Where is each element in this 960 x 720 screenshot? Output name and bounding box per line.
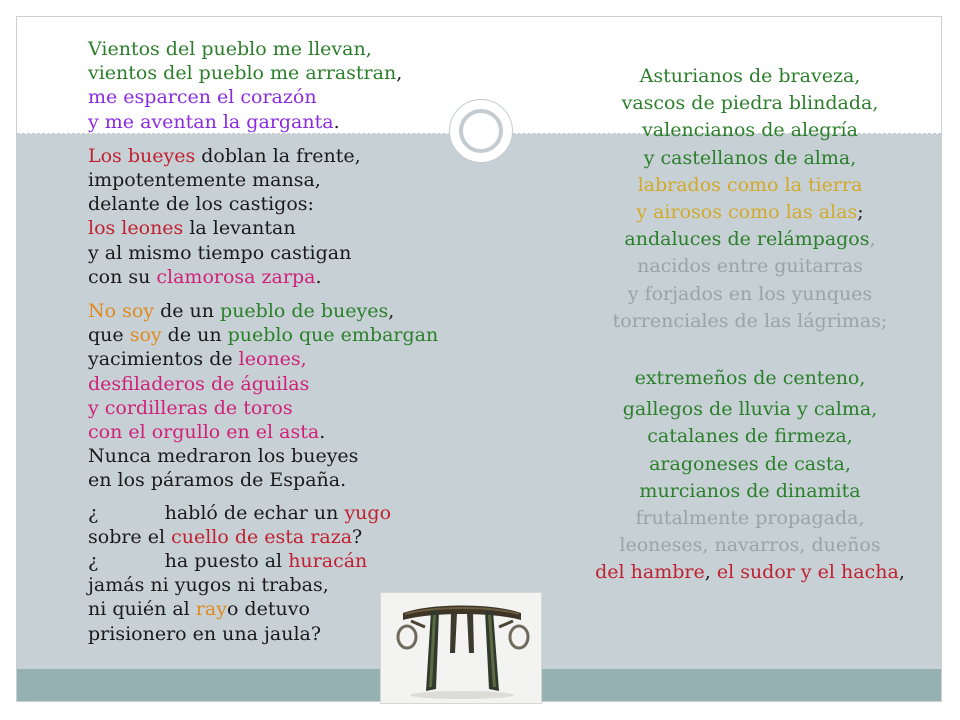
poem-fragment: , [704, 561, 717, 584]
poem-line: Nunca medraron los bueyes [88, 445, 359, 468]
poem-fragment: o detuvo [226, 598, 310, 621]
poem-fragment: ¿ habló de echar un [88, 501, 345, 524]
circle-ornament-icon [449, 99, 513, 163]
poem-line [88, 110, 458, 134]
poem-fragment: clamorosa zarpa [156, 265, 316, 288]
poem-fragment: la levantan [183, 217, 296, 240]
poem-line [88, 420, 458, 444]
poem-line: en los páramos de España. [88, 469, 347, 492]
poem-line [88, 525, 458, 549]
poem-line [88, 549, 458, 573]
poem-fragment: con el orgullo en el asta [88, 421, 320, 444]
poem-fragment: pueblo que embargan [227, 324, 439, 347]
poem-line: impotentemente mansa, [88, 169, 321, 192]
poem-line [88, 61, 458, 85]
poem-line: gallegos de lluvia y calma, [622, 398, 878, 421]
poem-fragment: del hambre [595, 561, 705, 584]
poem-fragment: el sudor y el hacha [716, 561, 899, 584]
poem-fragment: . [319, 421, 326, 444]
poem-line: labrados como la tierra [637, 173, 863, 196]
poem-fragment: y me aventan la garganta [88, 110, 334, 133]
poem-line: nacidos entre guitarras [637, 255, 863, 278]
poem-fragment: de un [161, 324, 228, 347]
stanza-spacer [540, 335, 960, 365]
poem-line [540, 559, 960, 586]
left-stanza-2 [88, 144, 458, 289]
poem-line: frutalmente propagada, [635, 507, 865, 530]
poem-fragment: Los bueyes [88, 144, 196, 167]
poem-line [88, 347, 458, 371]
poem-fragment: y airosos como las alas [636, 201, 858, 224]
right-poem [540, 63, 960, 587]
poem-fragment: pueblo de bueyes [220, 300, 389, 323]
poem-line [540, 226, 960, 253]
left-stanza-1 [88, 37, 458, 134]
poem-line: catalanes de firmeza, [647, 425, 853, 448]
poem-fragment: soy [129, 324, 162, 347]
yoke-icon [381, 593, 542, 704]
poem-line: y forjados en los yunques [627, 282, 873, 305]
poem-fragment: sobre el [88, 525, 172, 548]
poem-line: me esparcen el corazón [88, 86, 317, 109]
poem-line: leoneses, navarros, dueños [619, 534, 881, 557]
poem-line: y cordilleras de toros [88, 396, 293, 419]
poem-fragment: yugo [344, 501, 392, 524]
poem-line: torrenciales de las lágrimas; [612, 309, 888, 332]
poem-line [88, 265, 458, 289]
circle-ornament-inner [459, 109, 503, 153]
poem-fragment: andaluces de relámpagos [624, 228, 870, 251]
poem-line: extremeños de centeno, [634, 367, 866, 390]
poem-line: desfiladeros de águilas [88, 372, 310, 395]
poem-line [88, 299, 458, 323]
poem-line [88, 323, 458, 347]
poem-line: y al mismo tiempo castigan [88, 241, 352, 264]
poem-line: Asturianos de braveza, [639, 65, 861, 87]
poem-fragment: ¿ ha puesto al [88, 550, 289, 573]
poem-fragment: ni quién al [88, 598, 196, 621]
poem-line: Vientos del pueblo me llevan, [88, 38, 372, 60]
poem-fragment: . [315, 265, 322, 288]
poem-fragment: con su [88, 265, 157, 288]
poem-line [88, 216, 458, 240]
poem-line [540, 199, 960, 226]
poem-fragment: doblan la frente, [195, 144, 361, 167]
poem-line: prisionero en una jaula? [88, 622, 322, 645]
poem-line: vascos de piedra blindada, [621, 92, 879, 115]
left-stanza-3 [88, 299, 458, 493]
poem-fragment: ray [195, 598, 227, 621]
poem-fragment: ; [857, 201, 864, 224]
left-poem [88, 37, 458, 646]
poem-fragment: cuello de esta raza [171, 525, 353, 548]
poem-fragment: , [396, 62, 403, 85]
poem-line: valencianos de alegría [642, 119, 858, 142]
poem-fragment: los leones [88, 217, 184, 240]
poem-fragment: , [898, 561, 905, 584]
poem-line: jamás ni yugos ni trabas, [88, 574, 329, 597]
poem-line: delante de los castigos: [88, 193, 314, 216]
poem-fragment: huracán [288, 550, 368, 573]
poem-fragment: No soy [88, 300, 155, 323]
poem-fragment: que [88, 324, 130, 347]
poem-line: aragoneses de casta, [649, 452, 851, 475]
poem-fragment: ? [352, 525, 363, 548]
poem-fragment: de un [154, 300, 221, 323]
poem-line [88, 501, 458, 525]
yoke-photo [380, 592, 542, 704]
poem-line: y castellanos de alma, [643, 146, 857, 169]
poem-line [88, 144, 458, 168]
poem-fragment: vientos del pueblo me arrastran [88, 62, 397, 85]
poem-fragment: leones, [238, 348, 307, 371]
poem-line: murcianos de dinamita [639, 479, 861, 502]
poem-fragment: , [869, 228, 876, 251]
poem-fragment: . [333, 110, 340, 133]
poem-fragment: , [388, 300, 395, 323]
poem-fragment: yacimientos de [88, 348, 239, 371]
